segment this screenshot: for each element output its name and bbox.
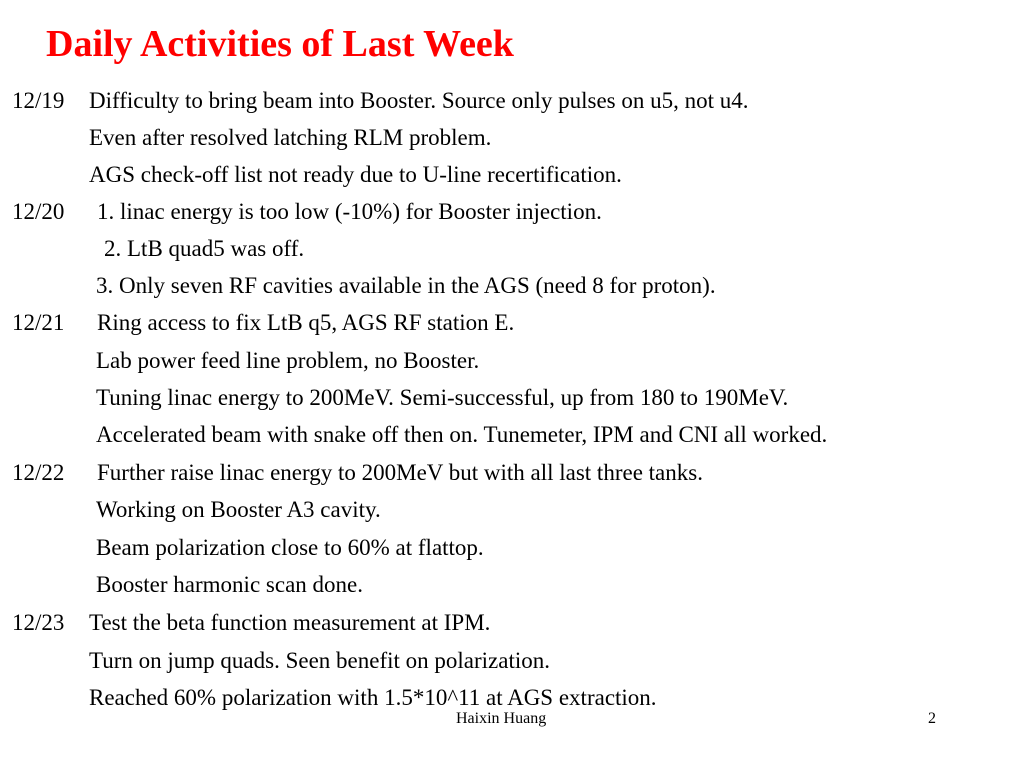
- entry-line: Further raise linac energy to 200MeV but with all last three tanks.: [97, 460, 703, 485]
- entry-line: Reached 60% polarization with 1.5*10^11 at AGS extraction.: [89, 685, 657, 710]
- entry-line: 1. linac energy is too low (-10%) for Booster injection.: [97, 199, 602, 224]
- entry-line: 2. LtB quad5 was off.: [104, 236, 305, 261]
- entry-line: Accelerated beam with snake off then on. Tunemeter, IPM and CNI all worked.: [96, 422, 828, 447]
- page-number: 2: [928, 710, 936, 727]
- entry-line: Test the beta function measurement at IPM.: [89, 610, 491, 635]
- entry-line: AGS check-off list not ready due to U-line recertification.: [89, 162, 622, 187]
- entry-line: Lab power feed line problem, no Booster.: [96, 348, 480, 373]
- entry-line: Booster harmonic scan done.: [96, 572, 363, 597]
- entry-line: Even after resolved latching RLM problem.: [89, 125, 492, 150]
- entry-date: 12/22: [12, 460, 65, 485]
- entry-line: Beam polarization close to 60% at flattop.: [96, 535, 484, 560]
- entry-date: 12/20: [12, 199, 65, 224]
- entry-date: 12/23: [12, 610, 65, 635]
- entry-date: 12/21: [12, 310, 65, 335]
- entry-line: Difficulty to bring beam into Booster. Source only pulses on u5, not u4.: [89, 88, 749, 113]
- footer-author: Haixin Huang: [456, 710, 547, 727]
- entry-line: Ring access to fix LtB q5, AGS RF station E.: [97, 310, 515, 335]
- entry-line: Turn on jump quads. Seen benefit on polarization.: [89, 648, 550, 673]
- entry-line: Working on Booster A3 cavity.: [96, 497, 381, 522]
- entry-line: Tuning linac energy to 200MeV. Semi-successful, up from 180 to 190MeV.: [96, 385, 789, 410]
- slide-title: Daily Activities of Last Week: [46, 23, 514, 65]
- entry-date: 12/19: [12, 88, 65, 113]
- entry-line: 3. Only seven RF cavities available in the AGS (need 8 for proton).: [96, 273, 716, 298]
